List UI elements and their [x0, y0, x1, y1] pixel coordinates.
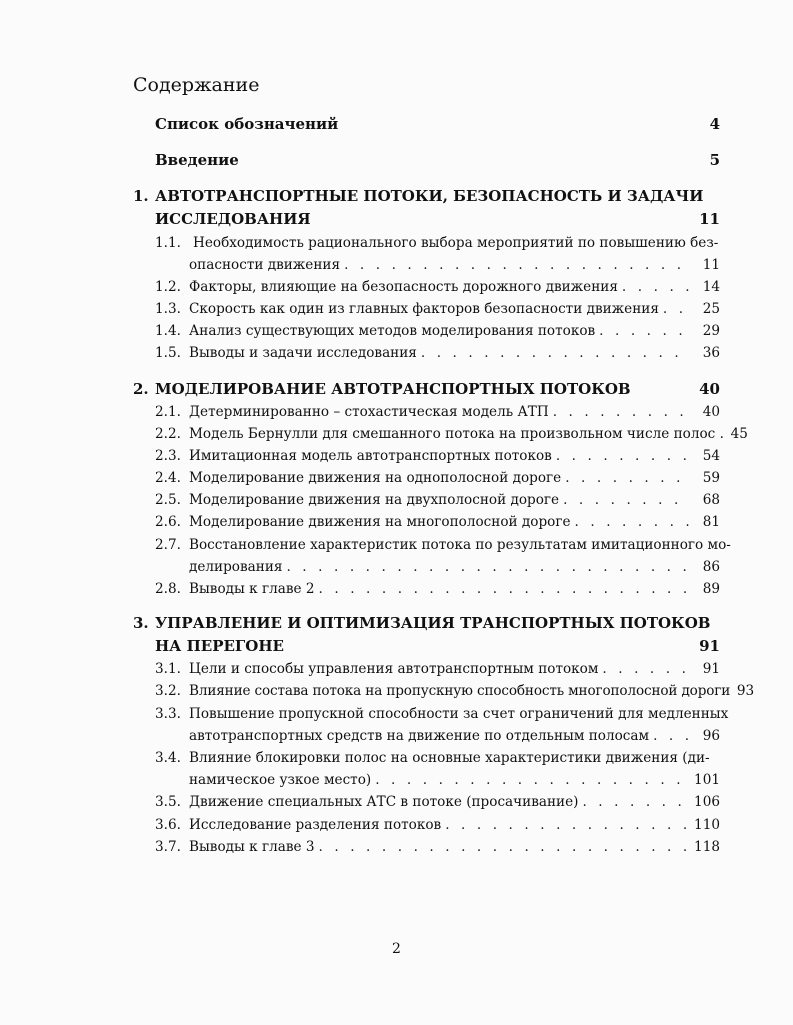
- dot-leader: [344, 256, 690, 274]
- toc-entry-3-7: [155, 838, 720, 856]
- dot-leader: [421, 344, 690, 362]
- section-title: Исследование разделения потоков: [189, 817, 442, 833]
- section-page: 14: [702, 279, 720, 295]
- section-page: 93: [736, 683, 755, 699]
- section-title: Повышение пропускной способности за счет ограничений для медленных: [189, 706, 729, 722]
- toc-entry-1-5: [155, 344, 720, 362]
- section-page: 91: [702, 661, 720, 677]
- section-number: 3.4.: [155, 750, 181, 766]
- toc-entry-3-5: [155, 793, 720, 811]
- section-title: Моделирование движения на однополосной дороге: [189, 470, 562, 486]
- toc-entry-symbols: [155, 115, 720, 133]
- toc-entry-1-1: [155, 234, 720, 252]
- section-title: Моделирование движения на многополосной дороге: [189, 514, 571, 530]
- section-number: 2.4.: [155, 470, 181, 486]
- chapter-title: МОДЕЛИРОВАНИЕ АВТОТРАНСПОРТНЫХ ПОТОКОВ: [155, 380, 631, 398]
- toc-entry-3-3: [155, 705, 729, 723]
- toc-entry-3-1: [155, 660, 720, 678]
- section-title: Влияние состава потока на пропускную способность многополосной дороги: [189, 683, 731, 699]
- section-title: Скорость как один из главных факторов безопасности движения: [189, 301, 659, 317]
- section-page: 86: [702, 559, 720, 575]
- toc-entry-3-6: [155, 816, 720, 834]
- section-page: 54: [702, 448, 720, 464]
- section-number: 3.7.: [155, 839, 181, 855]
- toc-entry-2-8: [155, 580, 720, 598]
- section-title: автотранспортных средств на движение по отдельным полосам: [189, 728, 650, 744]
- section-title: Восстановление характеристик потока по результатам имитационного мо-: [189, 537, 731, 553]
- toc-entry-3-4-cont: [189, 771, 720, 789]
- chapter-page: 40: [699, 380, 720, 398]
- section-title: Влияние блокировки полос на основные характеристики движения (ди-: [189, 750, 710, 766]
- chapter-page: 11: [699, 210, 720, 228]
- section-number: 3.2.: [155, 683, 181, 699]
- section-page: 68: [702, 492, 720, 508]
- section-title: Моделирование движения на двухполосной дороге: [189, 492, 560, 508]
- section-page: 101: [694, 772, 720, 788]
- toc-entry-1-1-cont: [189, 256, 720, 274]
- section-number: 2.6.: [155, 514, 181, 530]
- section-title: Выводы к главе 2: [189, 581, 315, 597]
- toc-entry-1-4: [155, 322, 720, 340]
- section-page: 96: [702, 728, 720, 744]
- section-number: 1.1.: [155, 235, 181, 251]
- toc-entry-2-7: [155, 536, 731, 554]
- section-number: 2.1.: [155, 404, 181, 420]
- section-number: 2.8.: [155, 581, 181, 597]
- section-title: намическое узкое место): [189, 772, 372, 788]
- section-number: 2.7.: [155, 537, 181, 553]
- dot-leader: [582, 793, 688, 811]
- toc-entry-2-3: [155, 447, 720, 465]
- section-title: Имитационная модель автотранспортных потоков: [189, 448, 552, 464]
- dot-leader: [375, 771, 688, 789]
- section-page: 36: [702, 345, 720, 361]
- section-page: 29: [702, 323, 720, 339]
- section-title: делирования: [189, 559, 283, 575]
- dot-leader: [653, 727, 690, 745]
- toc-entry-page: 4: [709, 115, 720, 133]
- section-number: 2.2.: [155, 426, 181, 442]
- section-page: 106: [694, 794, 720, 810]
- dot-leader: [663, 300, 690, 318]
- chapter-2-heading: [133, 380, 720, 398]
- section-page: 81: [702, 514, 720, 530]
- section-page: 45: [730, 426, 748, 442]
- section-title: Движение специальных АТС в потоке (просачивание): [189, 794, 579, 810]
- toc-entry-1-3: [155, 300, 720, 318]
- section-title: Выводы к главе 3: [189, 839, 315, 855]
- toc-entry-3-4: [155, 749, 720, 767]
- toc-entry-2-4: [155, 469, 720, 487]
- section-title: Необходимость рационального выбора мероприятий по повышению без-: [193, 235, 719, 251]
- section-page: 11: [702, 257, 720, 273]
- chapter-3-heading-cont: [155, 637, 720, 655]
- toc-entry-2-7-cont: [189, 558, 720, 576]
- section-number: 3.1.: [155, 661, 181, 677]
- section-page: 25: [702, 301, 720, 317]
- chapter-1-heading-cont: [155, 210, 720, 228]
- section-number: 3.6.: [155, 817, 181, 833]
- toc-entry-page: 5: [709, 151, 720, 169]
- chapter-number: 1.: [133, 187, 149, 205]
- section-number: 3.3.: [155, 706, 181, 722]
- section-page: 40: [702, 404, 720, 420]
- section-number: 1.2.: [155, 279, 181, 295]
- dot-leader: [556, 447, 690, 465]
- toc-entry-2-1: [155, 403, 720, 421]
- toc-entry-title: Введение: [155, 151, 239, 169]
- dot-leader: [553, 403, 690, 421]
- section-number: 1.4.: [155, 323, 181, 339]
- section-number: 1.5.: [155, 345, 181, 361]
- dot-leader: [575, 513, 690, 531]
- chapter-title: УПРАВЛЕНИЕ И ОПТИМИЗАЦИЯ ТРАНСПОРТНЫХ ПОТОКОВ: [155, 614, 711, 632]
- dot-leader: [599, 322, 690, 340]
- dot-leader: [319, 580, 690, 598]
- dot-leader: [563, 491, 690, 509]
- section-number: 3.5.: [155, 794, 181, 810]
- dot-leader: [622, 278, 690, 296]
- dot-leader: [602, 660, 690, 678]
- toc-entry-3-2: [155, 682, 755, 700]
- toc-entry-1-2: [155, 278, 720, 296]
- toc-entry-2-6: [155, 513, 720, 531]
- section-title: Факторы, влияющие на безопасность дорожного движения: [189, 279, 618, 295]
- section-number: 1.3.: [155, 301, 181, 317]
- section-title: Выводы и задачи исследования: [189, 345, 417, 361]
- dot-leader: [286, 558, 690, 576]
- section-page: 118: [694, 839, 720, 855]
- dot-leader: [565, 469, 690, 487]
- section-title: Анализ существующих методов моделирования потоков: [189, 323, 596, 339]
- chapter-title: НА ПЕРЕГОНЕ: [155, 637, 284, 655]
- toc-entry-3-3-cont: [189, 727, 720, 745]
- section-page: 89: [702, 581, 720, 597]
- page-number: 2: [392, 941, 401, 957]
- page-title: Содержание: [133, 74, 260, 96]
- section-title: Детерминированно – стохастическая модель АТП: [189, 404, 549, 420]
- section-title: опасности движения: [189, 257, 341, 273]
- chapter-1-heading: [133, 187, 720, 205]
- dot-leader: [445, 816, 688, 834]
- toc-entry-title: Список обозначений: [155, 115, 339, 133]
- section-title: Цели и способы управления автотранспортным потоком: [189, 661, 599, 677]
- toc-entry-intro: [155, 151, 720, 169]
- section-page: 110: [694, 817, 720, 833]
- section-page: 59: [702, 470, 720, 486]
- toc-entry-2-2: [155, 425, 748, 443]
- chapter-number: 2.: [133, 380, 149, 398]
- section-number: 2.3.: [155, 448, 181, 464]
- toc-entry-2-5: [155, 491, 720, 509]
- chapter-3-heading: [133, 614, 720, 632]
- section-title: Модель Бернулли для смешанного потока на произвольном числе полос .: [189, 426, 724, 442]
- dot-leader: [319, 838, 689, 856]
- section-number: 2.5.: [155, 492, 181, 508]
- chapter-number: 3.: [133, 614, 149, 632]
- chapter-page: 91: [699, 637, 720, 655]
- chapter-title: ИССЛЕДОВАНИЯ: [155, 210, 311, 228]
- chapter-title: АВТОТРАНСПОРТНЫЕ ПОТОКИ, БЕЗОПАСНОСТЬ И ЗАДАЧИ: [155, 187, 704, 205]
